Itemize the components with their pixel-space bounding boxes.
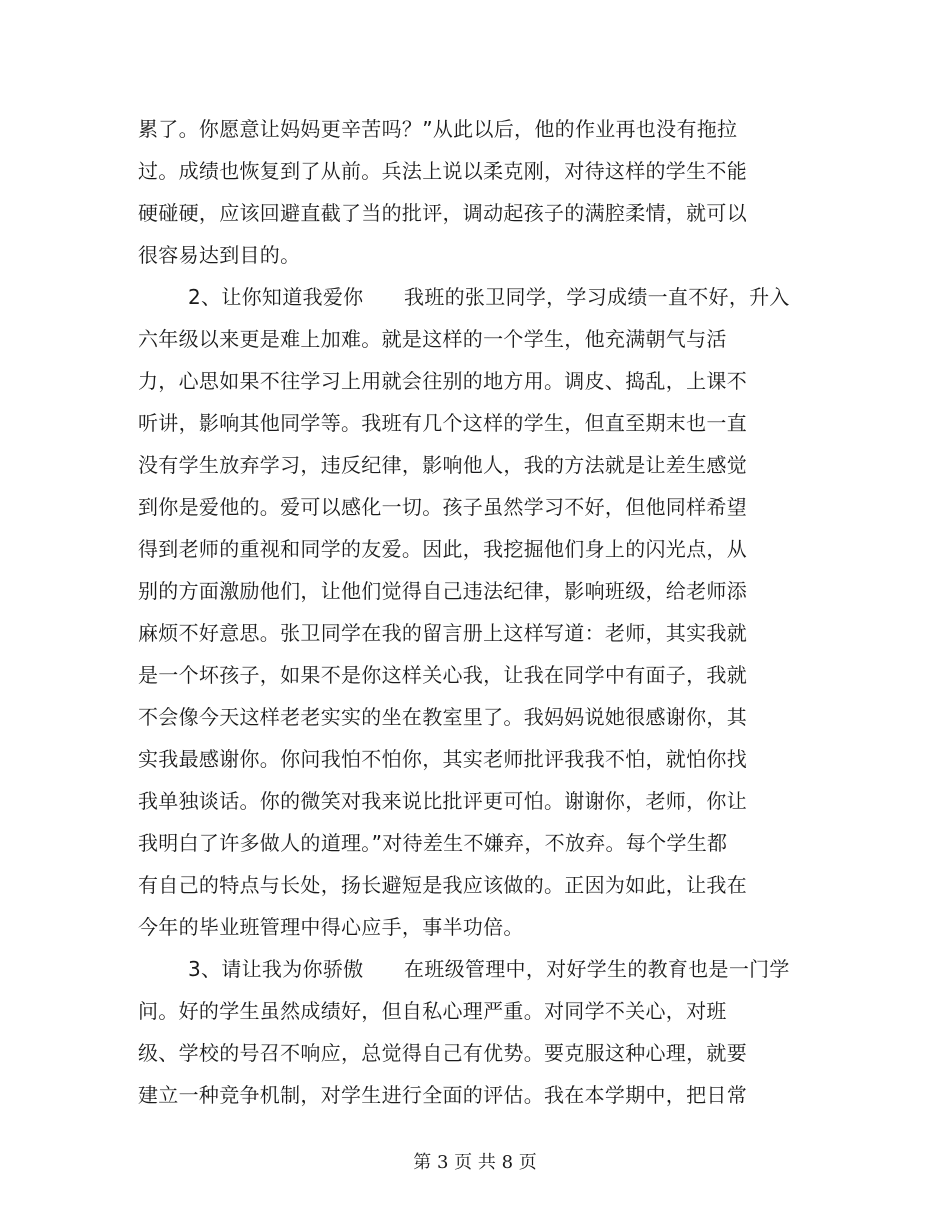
body-text — [138, 108, 798, 1116]
text-line: 问。好的学生虽然成绩好，但自私心理严重。对同学不关心，对班 — [138, 999, 727, 1023]
text-line: 到你是爱他的。爱可以感化一切。孩子虽然学习不好，但他同样希望 — [138, 495, 747, 519]
text-line: 累了。你愿意让妈妈更辛苦吗？”从此以后，他的作业再也没有拖拉 — [138, 117, 738, 141]
text-line: 得到老师的重视和同学的友爱。因此，我挖掘他们身上的闪光点，从 — [138, 537, 747, 561]
text-line: 没有学生放弃学习，违反纪律，影响他人，我的方法就是让差生感觉 — [138, 453, 747, 477]
text-line: 有自己的特点与长处，扬长避短是我应该做的。正因为如此，让我在 — [138, 873, 747, 897]
text-line: 我明白了许多做人的道理。”对待差生不嫌弃，不放弃。每个学生都 — [138, 831, 728, 855]
text-line: 硬碰硬，应该回避直截了当的批评，调动起孩子的满腔柔情，就可以 — [138, 201, 747, 225]
text-line: 我单独谈话。你的微笑对我来说比批评更可怕。谢谢你，老师，你让 — [138, 789, 747, 813]
text-line: 麻烦不好意思。张卫同学在我的留言册上这样写道：老师，其实我就 — [138, 621, 747, 645]
text-line: 不会像今天这样老老实实的坐在教室里了。我妈妈说她很感谢你，其 — [138, 705, 747, 729]
text-line: 别的方面激励他们，让他们觉得自己违法纪律，影响班级，给老师添 — [138, 579, 747, 603]
text-line: 听讲，影响其他同学等。我班有几个这样的学生，但直至期末也一直 — [138, 411, 747, 435]
text-line: 建立一种竞争机制，对学生进行全面的评估。我在本学期中，把日常 — [138, 1083, 747, 1107]
text-line: 六年级以来更是难上加难。就是这样的一个学生，他充满朝气与活 — [138, 327, 727, 351]
text-line: 是一个坏孩子，如果不是你这样关心我，让我在同学中有面子，我就 — [138, 663, 747, 687]
section-heading-line: 3、请让我为你骄傲 在班级管理中，对好学生的教育也是一门学 — [188, 957, 790, 981]
text-line: 实我最感谢你。你问我怕不怕你，其实老师批评我我不怕，就怕你找 — [138, 747, 747, 771]
text-line: 今年的毕业班管理中得心应手，事半功倍。 — [138, 915, 524, 939]
section-heading-line: 2、让你知道我爱你 我班的张卫同学，学习成绩一直不好，升入 — [188, 285, 790, 309]
text-line: 级、学校的号召不响应，总觉得自己有优势。要克服这种心理，就要 — [138, 1041, 747, 1065]
text-line: 过。成绩也恢复到了从前。兵法上说以柔克刚，对待这样的学生不能 — [138, 159, 747, 183]
text-line: 力，心思如果不往学习上用就会往别的地方用。调皮、捣乱，上课不 — [138, 369, 747, 393]
page-number-footer: 第 3 页 共 8 页 — [413, 1152, 537, 1173]
text-line: 很容易达到目的。 — [138, 243, 301, 267]
